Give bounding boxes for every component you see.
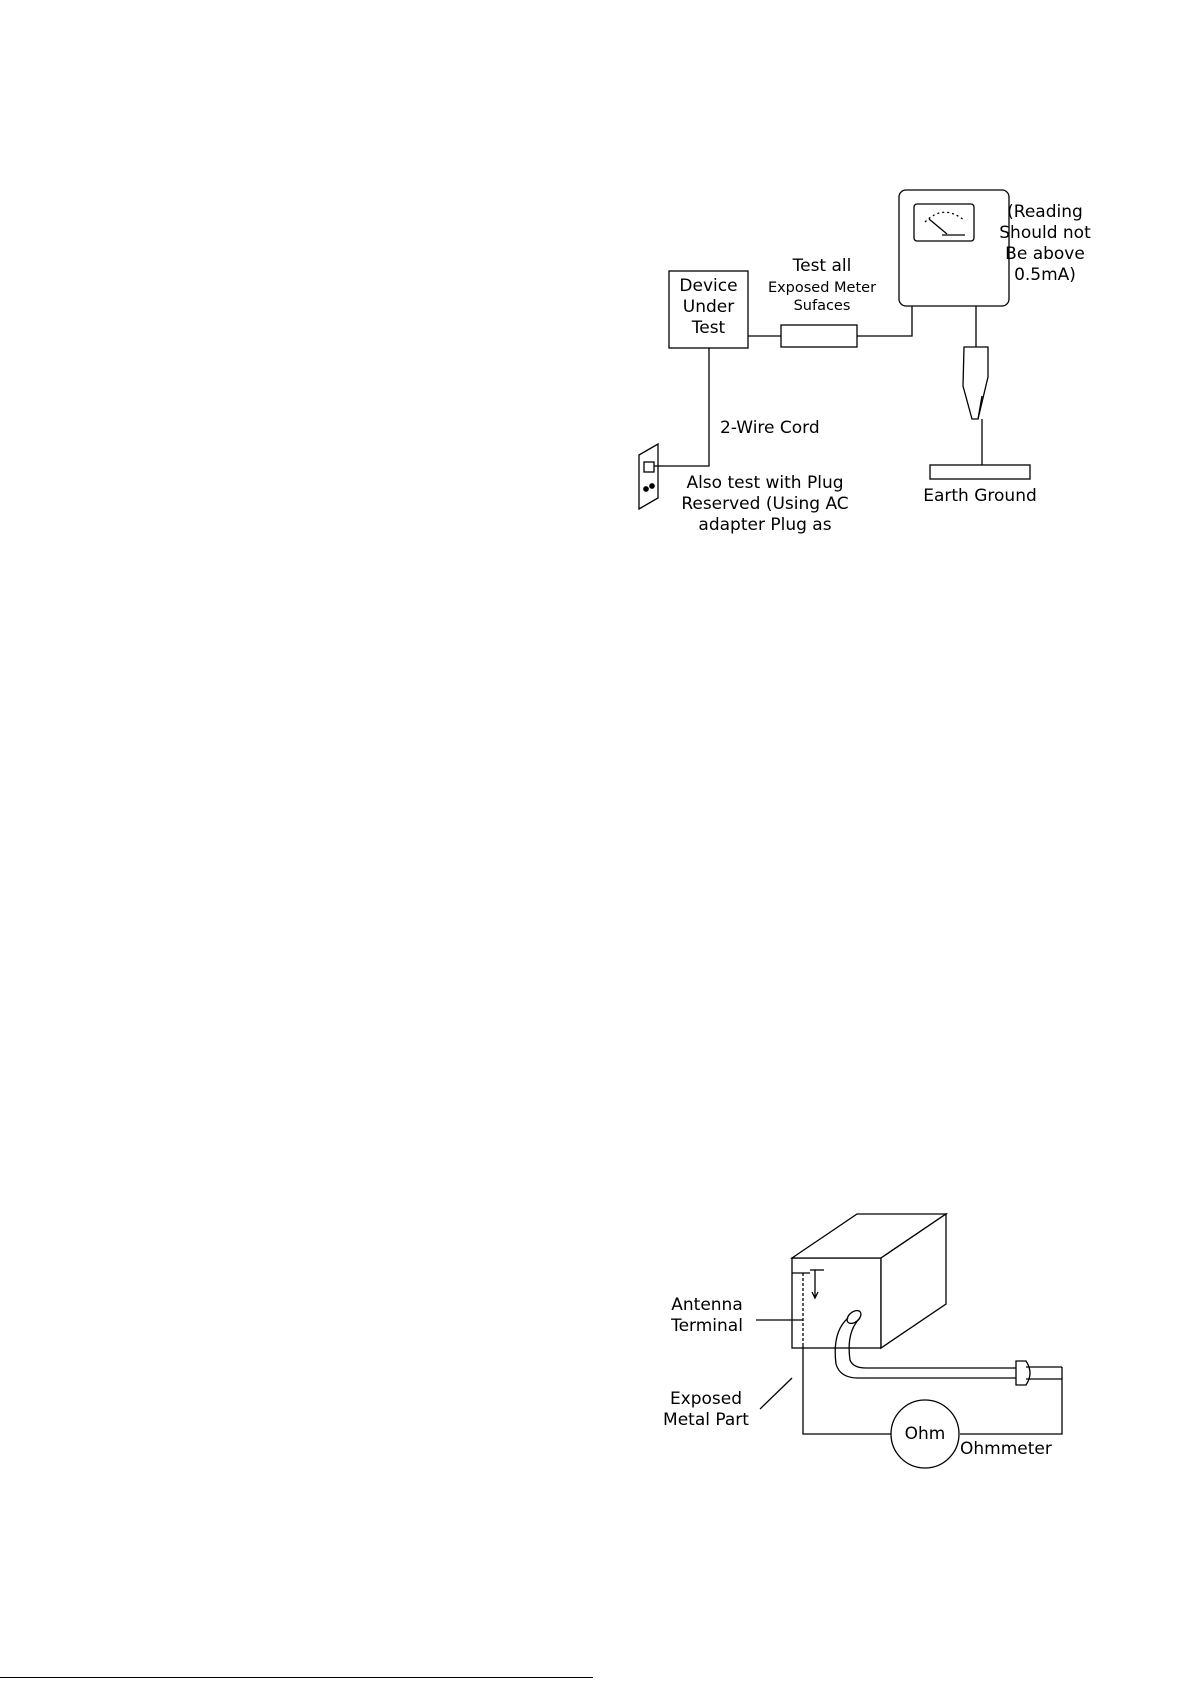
antenna-label-line: Antenna <box>671 1295 743 1315</box>
antenna-label-line: Terminal <box>671 1316 743 1336</box>
reading-label-line: Should not <box>999 223 1091 243</box>
exposed-metal-part-label <box>658 1389 754 1431</box>
ohm-label: Ohm <box>904 1424 946 1444</box>
antenna-terminal-label <box>664 1295 750 1337</box>
reading-label-line: Be above <box>1005 244 1085 264</box>
ohmmeter-lead-left <box>803 1346 891 1434</box>
device-label-line: Under <box>682 297 735 317</box>
earth-ground-label: Earth Ground <box>923 486 1037 506</box>
reading-label-line: (Reading <box>1007 202 1083 222</box>
test-all-label: Test all <box>792 256 852 276</box>
ground-clip-icon <box>963 347 988 419</box>
socket-hole-icon <box>644 487 648 491</box>
power-plug-icon <box>1016 1361 1030 1385</box>
metal-label-line: Exposed <box>669 1389 743 1409</box>
metal-label-line: Metal Part <box>663 1410 749 1430</box>
wall-outlet-icon <box>639 444 658 509</box>
exposed-label-line: Exposed Meter <box>767 280 877 296</box>
metal-part-leader-line <box>760 1378 792 1409</box>
earth-ground-bar <box>930 465 1030 479</box>
plug-note-line: Also test with Plug <box>686 473 844 493</box>
ohmmeter-label: Ohmmeter <box>960 1439 1052 1459</box>
plug-note-line: Reserved (Using AC <box>681 494 849 514</box>
reading-label-line: 0.5mA) <box>1014 265 1076 285</box>
exposed-surfaces-label <box>742 279 902 315</box>
device-label-line: Test <box>691 318 726 338</box>
reversed-plug-note <box>670 473 860 536</box>
socket-hole-icon <box>650 484 654 488</box>
resistor-symbol <box>781 325 857 347</box>
footer-rule <box>0 1677 593 1678</box>
two-wire-cord-label: 2-Wire Cord <box>720 418 820 438</box>
reading-limit-label <box>990 202 1100 286</box>
exposed-label-line: Sufaces <box>793 298 851 314</box>
device-under-test-label <box>669 276 748 339</box>
plug-inserted-icon <box>644 462 654 472</box>
two-wire-cord <box>662 348 709 466</box>
ohmmeter-lead-right <box>960 1379 1062 1434</box>
device-label-line: Device <box>679 276 738 296</box>
device-box-front <box>792 1258 881 1348</box>
leakage-test-diagram <box>639 190 1030 509</box>
plug-note-line: adapter Plug as <box>698 515 832 535</box>
